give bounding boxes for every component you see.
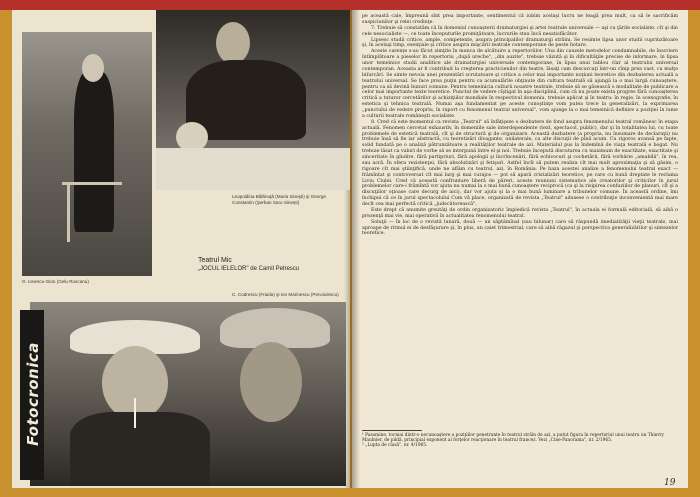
paragraph: Lipsesc studii critice, ample, competente, asupra principalilor dramaturgi străini. Se resimte lipsa unor studii cuprinzătoare şi, în acelaşi timp, esenţiale şi critice asupra mişcării teatrale contemporane de peste hotare. [362, 37, 678, 49]
play-title: „JOCUL IELELOR" de Camil Petrescu [198, 266, 300, 272]
photo3-caption: C. Codrescu (Fraida) şi Ion Marinescu (Penciulescu) [232, 292, 339, 297]
paragraph: 7. Trebuie să constatăm că în domeniul cunoaşterii dramaturgiei şi artei teatrale universale — aşi cu ţările socialiste, cît şi din cele nesocialiste —, ce toate începuturile promiţătoare, lucrurile stau încă nesatisfăcător. [362, 25, 678, 37]
section-title: Teatrul Mic [198, 257, 232, 264]
photo2-caption: Leopoldina Bălănuţă (Maria Sineşti) şi George Constantin (Şerban Saru Sinești) [232, 194, 326, 205]
book-cover-edge [0, 0, 700, 10]
man-face-right [240, 342, 302, 422]
footnotes [362, 433, 678, 449]
chair-rail [62, 182, 122, 185]
page-number: 19 [664, 478, 676, 488]
footnote-rule [362, 430, 422, 431]
photo-men-hats [30, 302, 346, 486]
paragraph: 8. Cred că este momentul ca revista „Teatrul" să înfăţişeze o dezbatere de fond asupra fenomenului teatral românesc în etapa actuală. Fenomen cercetat exhaustiv, în domeniile sale interdependente (text, spectacol, public), dar şi în totalitatea lui, cu toate problemele de estetică teatrală, cît şi de structură şi de organizare. Această dezbatere (a propria, nu însumare de declaraţii) nu trebuie însă să fie iar abstractă, cu teoretizări divagante, unilaterale, ca alte discuţii de pînă acum. Cu rigoros avansă pe fapte, solid fundată pe o analiză pătrunzătoare a realităţilor teatrale de azi. Materialul pus la îndemînă de viaţa teatrală e bogat. Nu trebuie lăsat ca valuri de vorbe să se interpună între el şi noi. Trebuie începută discutarea cu maximum de exactitate, exactitate şi sinceritate în gîndire, fără partipriuri, fără apologii şi încrîncenări, fără echivocuri şi cochetării, fără vorbărie „amabilă", în rea, sau acră. În sfera rezistenţei, fără absolutizări şi fetişuri. Astfel încît să putem realiza cît mai mult aproximaţia şi să găsim, o rigoare cît mai ştiinţifică, unde ne aflăm cu teatrul, azi, în România. Pe baza acestei analize a fenomenului teatral exact — frămîntat şi controversat cît mai larg şi mai curajos — pot să apară cristalizări teoretice, pe care cu bună dreptate le reclama Liviu Ciulei. Cred că această confruntare liberă de păreri, aceste reuniuni sistematice ale creatorilor şi criticilor în jurul problemelor care-i frămîntă vor ajuta nu numai la o mai bună cunoaştere reciprocă (ca şi la risipirea confuziilor de planuri, cît şi a discuţiilor oţioase care decurg de aici), dar vor ajuta şi la o mai bună luminare a tribunelor comune. În această ordine, îmi închipui că ce în jurul spectacolului Cum vă place, organizată de revista „Teatrul" adusese o contribuţie inconvenientă mai mare decît cea mai perfectă critică „judecătorească". [362, 119, 678, 207]
paragraph: Este drept că anumite greutăţi de ordin organizatoric împiedică revista „Teatrul", în actuala ei formulă editorială, să aibă o prezenţă mai vie, mai operativă în actualitatea fenomenului teatral. [362, 207, 678, 219]
fotocronica-text: Fotocronica [24, 342, 42, 446]
actor-silhouette [74, 72, 114, 232]
bed-sheet [156, 148, 350, 190]
footnote: ² „Lupta de clasă", nr. 4/1965. [362, 443, 428, 449]
actor-face [82, 54, 104, 82]
article-body [362, 14, 678, 237]
paragraph: Aceste carenţe s-au făcut simţite în munca de alcătuire a repertoriilor. Una din cauzele metodelor condamnabile, de înscriere întîmplătoare a pieselor în repertoriu „după ureche", „din auzite", trebuie văzută şi în dificultăţile precise de informare, în lipsa unor temeinice studii analitice ale dramaturgiei universale contemporane, în lipsa unui tablou clar al teatrului universal contemporan. Aceasta ar fi contribuit la creşterea practicienilor din teatre, lăsaţi cam descurcaţi într-un cîmp prea vast, cu mulţe bifurcări. Se simte nevoia unei prezentări scrutatoare şi critice a celor mai importante noţiuni teoretice din dezbaterea actuală a teatrului universal. Se face prea puţin pentru ca acumulările obţinute din cultura teatrală să ajungă la o mai largă cunoaştere, pentru ca să devină bunuri comune. Pentru temeinicia culturii noastre teatrale, trebuie să se găsească o modalitate de publicare a celor mai importante texte teoretice. Punctul de vedere cîştigat în aşa disciplină, cum că nu poate exista progres fără cunoaşterea critică a tuturor cercetărilor şi achiziţiilor mondiale în respectivul domeniu, trebuie aplicat şi în teatru: în regie, în scenografie, în estetica şi tehnica teatrală. Numai aşa fundamentat pe aceste cunoştinţe vom putea trece la generalizări, la exprimarea „punctului de vedere propriu, în raport cu fenomenul teatral universal", vom ajunge la o mai temeinică definire a poziţiei în lume a culturii teatrale româneşti socialiste. [362, 49, 678, 119]
fotocronica-side-label [20, 310, 44, 480]
photo-actor-standing [22, 32, 152, 276]
photo-two-actors [156, 10, 350, 190]
paragraph: pe această cale, împreună sînt prea importante, sentimentul că iubim acelaşi lucru ne leagă prea mult, ca să le sacrificăm suspiciunilor şi relei credinţe. [362, 14, 678, 25]
matchstick [134, 398, 136, 428]
man-body-left [70, 412, 210, 486]
photo1-caption: G. Ionescu-Gion (Gelu Ruscanu) [22, 279, 89, 284]
paragraph: Soluţii — în loc de o revistă lunară, două — un săptămînal (sau bilunar) care să răspundă imediatităţii vieţii teatrale, mai aproape de ritmul ei de desfăşurare şi, în plus, un caiet trimestrial, care să aibă răgazul şi perspectiva generalizărilor şi sintezelor teoretice. [362, 219, 678, 237]
chair-leg [67, 182, 70, 242]
play-heading [198, 256, 348, 274]
footnote: ¹ Pasamine, tocmai dintr-o necunoaştere a poziţiilor penetrante în teatrul străin de azi, a putut figura în repertoriul unui teatru un Thierry Maulnier, de pildă, principial exponent al forţelor reacţionare în teatrul francez. Vezi „Cine-Panorama", nr. 2/1965. [362, 433, 664, 444]
actor-face-upper [216, 22, 250, 64]
